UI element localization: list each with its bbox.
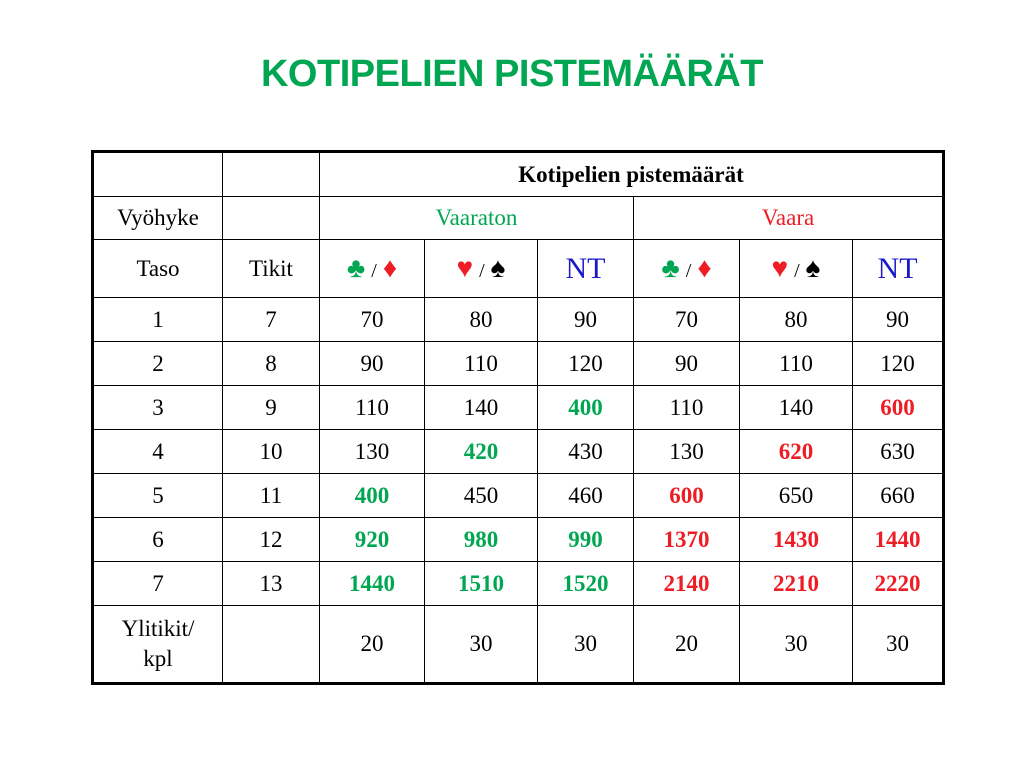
score-cell: 400 bbox=[538, 386, 634, 430]
score-cell: 110 bbox=[740, 342, 853, 386]
score-cell: 70 bbox=[634, 298, 740, 342]
zone-not-vulnerable: Vaaraton bbox=[320, 197, 634, 240]
score-cell: 400 bbox=[320, 474, 425, 518]
score-cell: 1520 bbox=[538, 562, 634, 606]
zone-row bbox=[93, 197, 944, 240]
score-cell: 2220 bbox=[853, 562, 944, 606]
table-header: Kotipelien pistemäärät bbox=[320, 152, 944, 197]
heart-icon: ♥ bbox=[771, 252, 789, 284]
table-row bbox=[93, 474, 944, 518]
club-icon: ♣ bbox=[661, 252, 680, 284]
slash-separator: / bbox=[685, 259, 692, 282]
tricks-cell: 8 bbox=[223, 342, 320, 386]
overtrick-cell: 20 bbox=[320, 606, 425, 684]
empty-cell bbox=[223, 606, 320, 684]
score-table bbox=[91, 150, 945, 685]
table-row bbox=[93, 386, 944, 430]
score-cell: 920 bbox=[320, 518, 425, 562]
tricks-cell: 9 bbox=[223, 386, 320, 430]
score-table-body bbox=[93, 152, 944, 684]
overtrick-cell: 20 bbox=[634, 606, 740, 684]
spade-icon: ♠ bbox=[805, 252, 821, 284]
slide-title: KOTIPELIEN PISTEMÄÄRÄT bbox=[260, 53, 764, 95]
score-cell: 110 bbox=[320, 386, 425, 430]
score-cell: 620 bbox=[740, 430, 853, 474]
empty-cell bbox=[93, 152, 223, 197]
score-cell: 1370 bbox=[634, 518, 740, 562]
score-cell: 90 bbox=[634, 342, 740, 386]
score-cell: 1510 bbox=[425, 562, 538, 606]
table-row bbox=[93, 518, 944, 562]
empty-cell bbox=[223, 197, 320, 240]
level-cell: 4 bbox=[93, 430, 223, 474]
score-cell: 120 bbox=[538, 342, 634, 386]
suit-header bbox=[740, 240, 853, 298]
score-cell: 600 bbox=[853, 386, 944, 430]
overtrick-cell: 30 bbox=[425, 606, 538, 684]
tricks-cell: 7 bbox=[223, 298, 320, 342]
score-cell: 450 bbox=[425, 474, 538, 518]
score-cell: 660 bbox=[853, 474, 944, 518]
slash-separator: / bbox=[794, 259, 800, 282]
empty-cell bbox=[223, 152, 320, 197]
table-row bbox=[93, 342, 944, 386]
club-icon: ♣ bbox=[346, 252, 366, 284]
score-cell: 80 bbox=[740, 298, 853, 342]
level-cell: 1 bbox=[93, 298, 223, 342]
score-cell: 650 bbox=[740, 474, 853, 518]
score-cell: 460 bbox=[538, 474, 634, 518]
header-row bbox=[93, 152, 944, 197]
score-cell: 110 bbox=[634, 386, 740, 430]
overtricks-label-line2: kpl bbox=[143, 646, 173, 671]
heart-icon: ♥ bbox=[456, 252, 474, 284]
tricks-label: Tikit bbox=[223, 240, 320, 298]
table-row bbox=[93, 562, 944, 606]
slash-separator: / bbox=[479, 259, 485, 282]
score-cell: 90 bbox=[538, 298, 634, 342]
suit-header bbox=[853, 240, 944, 298]
level-cell: 5 bbox=[93, 474, 223, 518]
slash-separator: / bbox=[371, 259, 377, 282]
level-label: Taso bbox=[93, 240, 223, 298]
tricks-cell: 11 bbox=[223, 474, 320, 518]
zone-vulnerable: Vaara bbox=[634, 197, 944, 240]
score-cell: 90 bbox=[853, 298, 944, 342]
score-cell: 120 bbox=[853, 342, 944, 386]
overtrick-cell: 30 bbox=[853, 606, 944, 684]
suit-header bbox=[634, 240, 740, 298]
spade-icon: ♠ bbox=[490, 252, 506, 284]
score-cell: 1430 bbox=[740, 518, 853, 562]
diamond-icon: ♦ bbox=[697, 252, 712, 284]
overtricks-label-line1: Ylitikit/ bbox=[121, 616, 195, 641]
score-cell: 140 bbox=[425, 386, 538, 430]
overtrick-cell: 30 bbox=[538, 606, 634, 684]
level-cell: 7 bbox=[93, 562, 223, 606]
score-cell: 630 bbox=[853, 430, 944, 474]
table-row bbox=[93, 298, 944, 342]
notrump-label: NT bbox=[877, 251, 918, 285]
suit-header bbox=[538, 240, 634, 298]
score-cell: 80 bbox=[425, 298, 538, 342]
score-cell: 1440 bbox=[853, 518, 944, 562]
overtricks-row bbox=[93, 606, 944, 684]
score-cell: 600 bbox=[634, 474, 740, 518]
score-cell: 980 bbox=[425, 518, 538, 562]
score-cell: 420 bbox=[425, 430, 538, 474]
tricks-cell: 10 bbox=[223, 430, 320, 474]
tricks-cell: 12 bbox=[223, 518, 320, 562]
zone-label: Vyöhyke bbox=[93, 197, 223, 240]
overtrick-cell: 30 bbox=[740, 606, 853, 684]
score-cell: 2210 bbox=[740, 562, 853, 606]
score-cell: 130 bbox=[634, 430, 740, 474]
score-cell: 1440 bbox=[320, 562, 425, 606]
level-cell: 2 bbox=[93, 342, 223, 386]
score-cell: 90 bbox=[320, 342, 425, 386]
level-cell: 3 bbox=[93, 386, 223, 430]
score-cell: 430 bbox=[538, 430, 634, 474]
suit-header bbox=[320, 240, 425, 298]
table-row bbox=[93, 430, 944, 474]
score-cell: 70 bbox=[320, 298, 425, 342]
notrump-label: NT bbox=[565, 251, 606, 285]
score-cell: 110 bbox=[425, 342, 538, 386]
score-cell: 990 bbox=[538, 518, 634, 562]
tricks-cell: 13 bbox=[223, 562, 320, 606]
score-cell: 2140 bbox=[634, 562, 740, 606]
suit-row bbox=[93, 240, 944, 298]
suit-header bbox=[425, 240, 538, 298]
score-cell: 130 bbox=[320, 430, 425, 474]
overtricks-label bbox=[93, 606, 223, 684]
diamond-icon: ♦ bbox=[382, 252, 398, 284]
level-cell: 6 bbox=[93, 518, 223, 562]
score-cell: 140 bbox=[740, 386, 853, 430]
